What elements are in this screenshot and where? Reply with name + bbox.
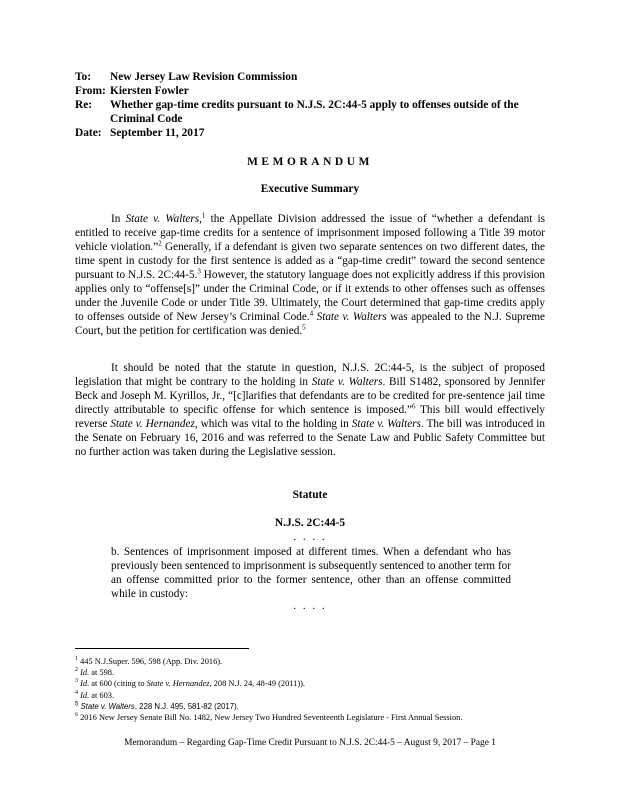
footnote-separator [75, 648, 249, 649]
exec-summary-heading: Executive Summary [260, 183, 360, 195]
statute-section-heading: N.J.S. 2C:44-5 [274, 517, 346, 529]
date-value: September 11, 2017 [110, 127, 205, 139]
footnote-ref: 5 [302, 323, 306, 332]
date-row [75, 126, 555, 140]
footnote-ref: 6 [411, 402, 416, 411]
date-label: Date: [75, 127, 102, 139]
statute-ellipsis-bottom: . . . . [293, 600, 327, 612]
statute-ellipsis-top: . . . . [293, 531, 327, 543]
page-footer: Memorandum – Regarding Gap-Time Credit Pursuant to N.J.S. 2C:44-5 – August 9, 2017 – Page 1 [124, 738, 496, 748]
footnote-ref: 1 [201, 211, 206, 220]
footnotes [75, 656, 555, 723]
to-value: New Jersey Law Revision Commission [110, 71, 298, 83]
footnote-2: $^2$ Id. at 598. [75, 667, 115, 678]
footnote-4: $^4$ Id. at 603. [75, 689, 115, 700]
footnote-ref: 2 [158, 239, 162, 248]
footnote-ref: 3 [197, 267, 201, 276]
statute-heading: Statute [292, 489, 328, 501]
from-value: Kiersten Fowler [110, 85, 189, 97]
case-name: State v. Walters [351, 418, 421, 430]
from-label: From: [75, 85, 106, 97]
re-label: Re: [75, 99, 93, 111]
to-row [75, 70, 555, 84]
case-name: State v. Hernandez [110, 418, 195, 430]
footnote-3: $^3$ Id. at 600 (citing to State v. Hernandez, 208 N.J. 24, 48-49 (2011)). [75, 678, 306, 689]
memo-header [75, 70, 555, 140]
re-value: Whether gap-time credits pursuant to N.J.S. 2C:44-5 apply to offenses outside of the Criminal Code [110, 99, 519, 125]
statute-quote: b. Sentences of imprisonment imposed at different times. When a defendant who has previously been sentenced to imprisonment is subsequently sentenced to another term for an offense committed prior to the former sentence, other than an offense committed while in custody: [111, 546, 511, 600]
memo-title: MEMORANDUM [247, 156, 373, 168]
exec-summary-paragraph-1: In State v. Walters,$^1$ the Appellate Division addressed the issue of “whether a defendant is entitled to receive gap-time credits for a sentence of imprisonment imposed following a Title 39 motor vehicle violation.”$^2$ Generally, if a defendant is given two separate sentences on two different dates, the time spent in custody for the first sentence is added as a “gap-time credit” toward the second sentence pursuant to N.J.S. 2C:44-5.$^3$ However, the statutory language does not explicitly address if this provision applies only to “offense[s]” under the Criminal Code, or if it extends to other offenses such as offenses under the Juvenile Code or under Title 39. Ultimately, the Court determined that gap-time credits apply to offenses outside of New Jersey’s Criminal Code.$^4$ State v. Walters was appealed to the N.J. Supreme Court, but the petition for certification was denied.$^5$ [75, 211, 546, 337]
footnote-1: $^1$ 445 N.J.Super. 596, 598 (App. Div. 2016). [75, 656, 223, 666]
to-label: To: [75, 71, 92, 83]
case-name: State v. Walters [311, 376, 383, 388]
footnote-6: $^6$ 2016 New Jersey Senate Bill No. 1482, New Jersey Two Hundred Seventeenth Legislature - First Annual Session. [75, 712, 463, 723]
re-row [75, 98, 555, 126]
case-name: State v. Walters [316, 311, 387, 323]
footnote-ref: 4 [309, 309, 314, 318]
from-row [75, 84, 555, 98]
case-name: State v. Walters, [125, 213, 202, 225]
footnote-5: $^5$ State v. Walters, 228 N.J. 495, 581-82 (2017). [75, 701, 239, 711]
exec-summary-paragraph-2: It should be noted that the statute in question, N.J.S. 2C:44-5, is the subject of proposed legislation that might be contrary to the holding in State v. Walters. Bill S1482, sponsored by Jennifer Beck and Joseph M. Kyrillos, Jr., “[c]larifies that defendants are to be credited for pre-sentence jail time directly attributable to specific offense for which sentence is imposed.”$^6$ This bill would effectively reverse State v. Hernandez, which was vital to the holding in State v. Walters. The bill was introduced in the Senate on February 16, 2016 and was referred to the Senate Law and Public Safety Committee but no further action was taken during the Legislative session. [75, 362, 546, 458]
